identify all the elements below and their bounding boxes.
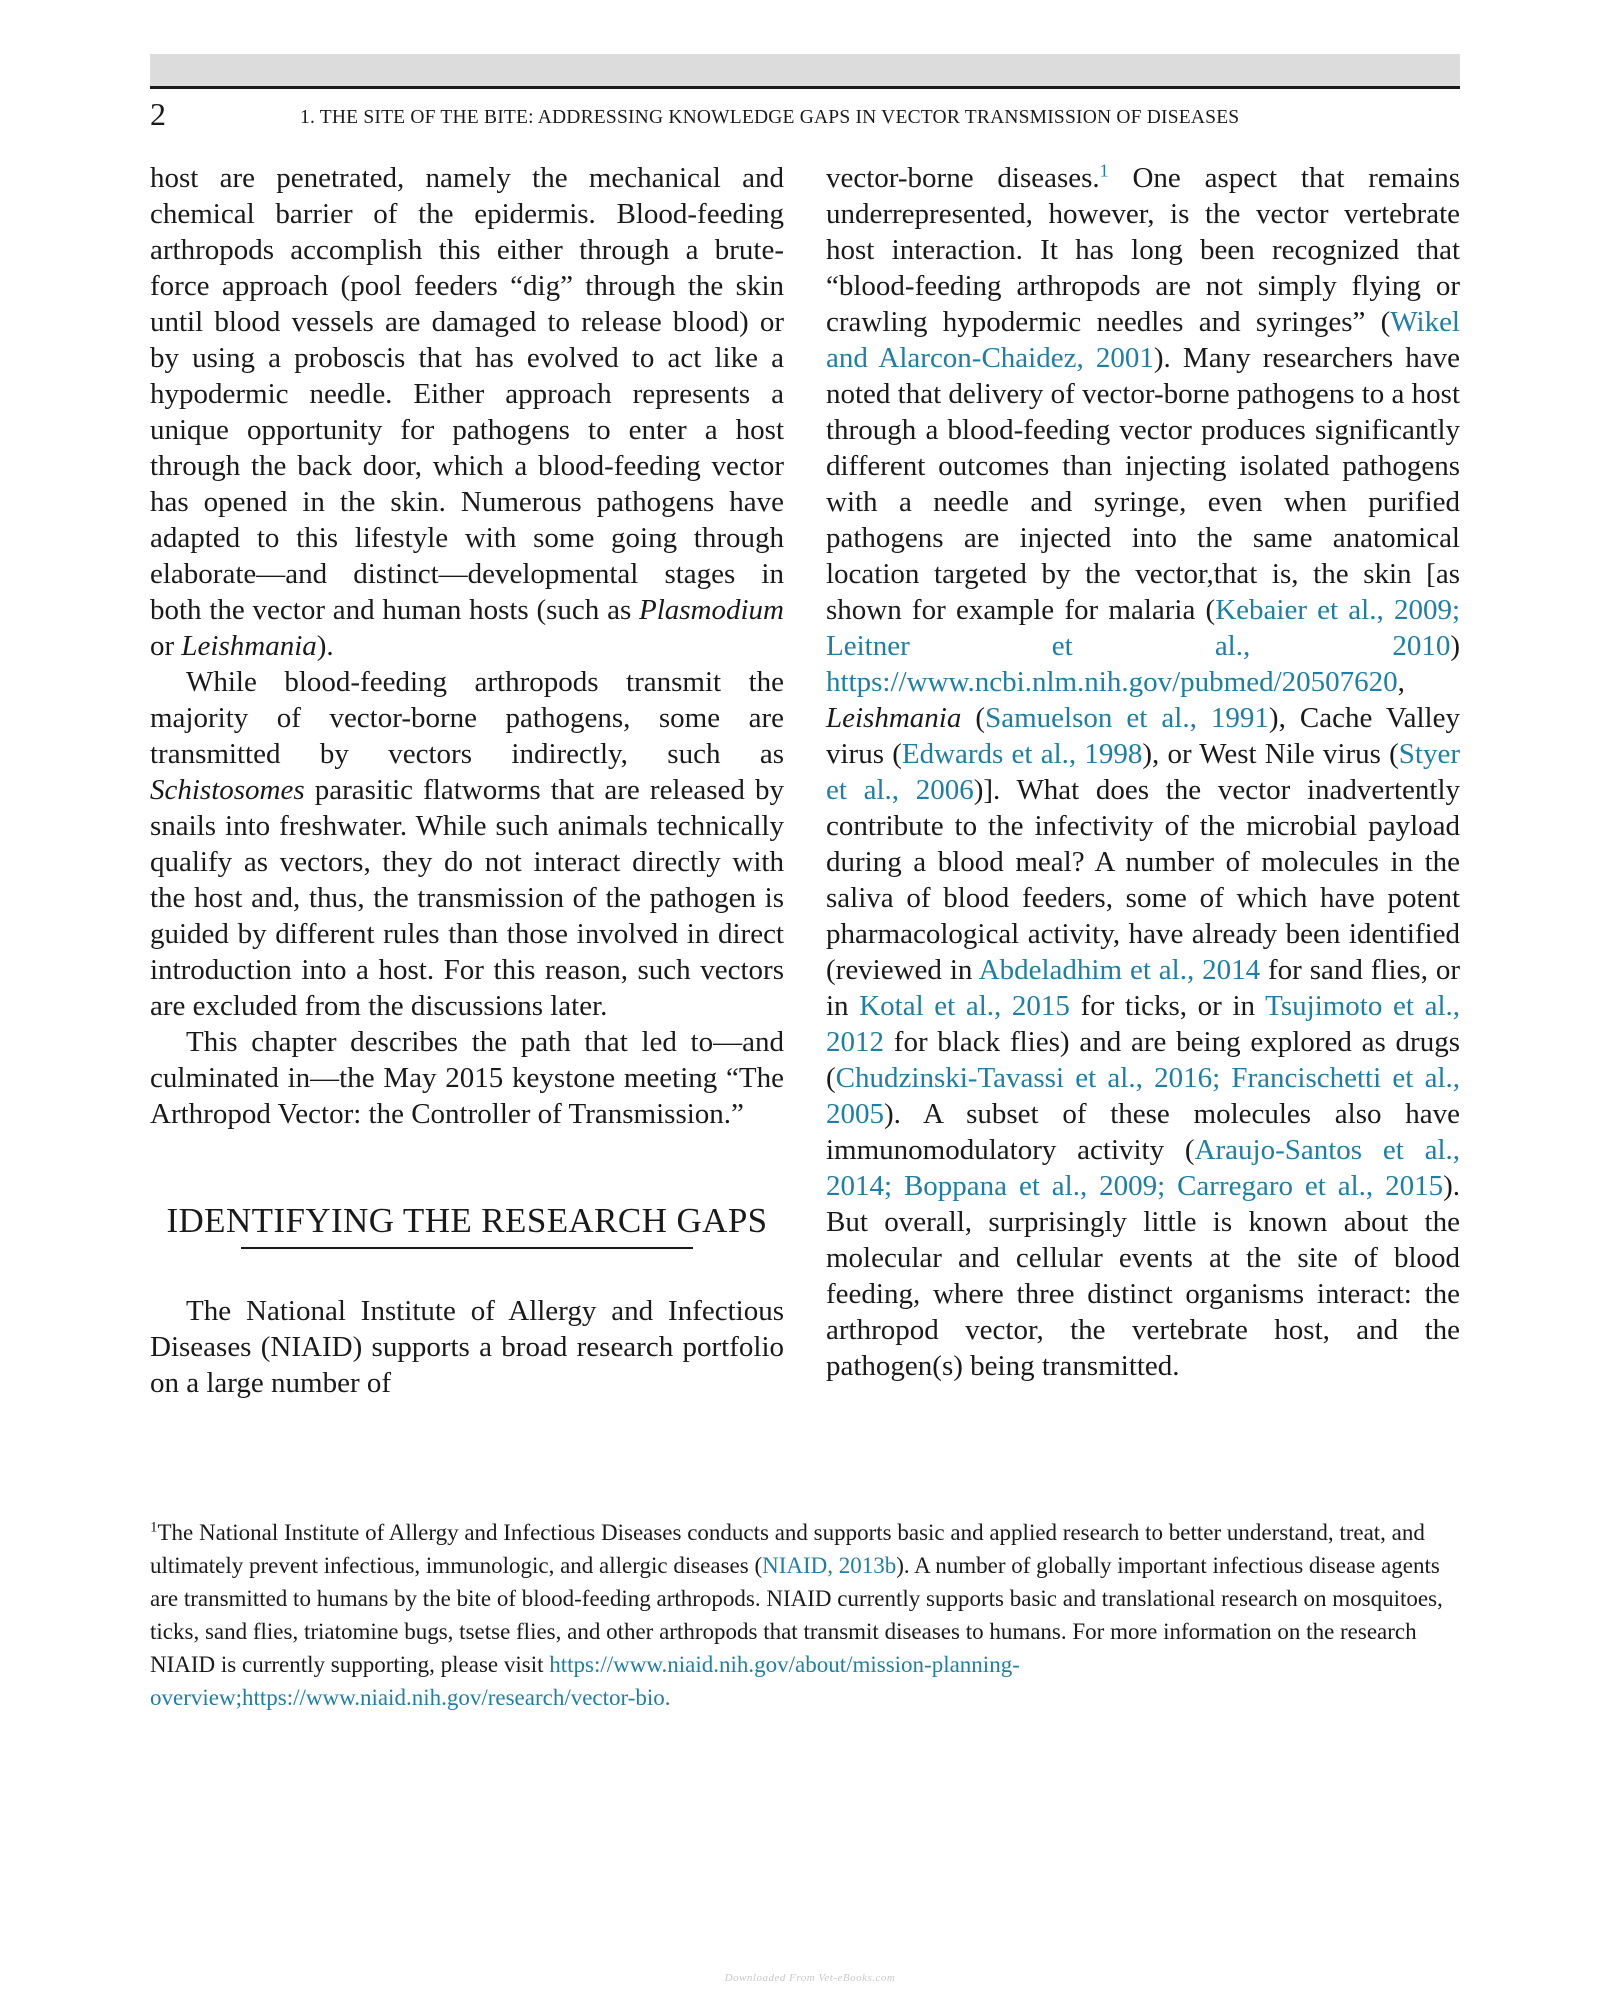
italic-term: Leishmania — [181, 630, 317, 662]
citation-link[interactable]: NIAID, 2013b — [762, 1553, 897, 1578]
citation-link[interactable]: Wikel and Alarcon-Chaidez, 2001 — [826, 306, 1460, 374]
running-head: 1. THE SITE OF THE BITE: ADDRESSING KNOWLEDGE GAPS IN VECTOR TRANSMISSION OF DISEASES — [300, 107, 1240, 128]
left-column — [150, 160, 784, 1401]
url-link[interactable]: https://www.niaid.nih.gov/about/mission-planning-overview;https://www.niaid.nih.gov/research/vector-bio. — [150, 1652, 1020, 1710]
citation-link[interactable]: Kebaier et al., 2009; Leitner et al., 2010 — [826, 594, 1460, 662]
paragraph-2: While blood-feeding arthropods transmit the majority of vector-borne pathogens, some are transmitted by vectors indirectly, such as Schistosomes parasitic flatworms that are released by snails into freshwater. While such animals technically qualify as vectors, they do not interact directly with the host and, thus, the transmission of the pathogen is guided by different rules than those involved in direct introduction into a host. For this reason, such vectors are excluded from the discussions later. — [150, 666, 784, 1022]
paragraph-5: vector-borne diseases.$^1$ One aspect that remains underrepresented, however, is the vector vertebrate host interaction. It has long been recognized that “blood-feeding arthropods are not simply flying or crawling hypodermic needles and syringes” (Wikel and Alarcon-Chaidez, 2001). Many researchers have noted that delivery of vector-borne pathogens to a host through a blood-feeding vector produces significantly different outcomes than injecting isolated pathogens with a needle and syringe, even when purified pathogens are injected into the same anatomical location targeted by the vector,that is, the skin [as shown for example for malaria (Kebaier et al., 2009; Leitner et al., 2010) https://www.ncbi.nlm.nih.gov/pubmed/20507620, Leishmania (Samuelson et al., 1991), Cache Valley virus (Edwards et al., 1998), or West Nile virus (Styer et al., 2006)]. What does the vector inadvertently contribute to the infectivity of the microbial payload during a blood meal? A number of molecules in the saliva of blood feeders, some of which have potent pharmacological activity, have already been identified (reviewed in Abdeladhim et al., 2014 for sand flies, or in Kotal et al., 2015 for ticks, or in Tsujimoto et al., 2012 for black flies) and are being explored as drugs (Chudzinski-Tavassi et al., 2016; Francischetti et al., 2005). A subset of these molecules also have immunomodulatory activity (Araujo-Santos et al., 2014; Boppana et al., 2009; Carregaro et al., 2015). But overall, surprisingly little is known about the molecular and cellular events at the site of blood feeding, where three distinct organisms interact: the arthropod vector, the vertebrate host, and the pathogen(s) being transmitted. — [826, 160, 1461, 1382]
citation-link[interactable]: Abdeladhim et al., 2014 — [978, 954, 1261, 986]
url-link[interactable]: https://www.ncbi.nlm.nih.gov/pubmed/20507620 — [826, 666, 1398, 698]
header-band — [150, 54, 1460, 86]
italic-term: Plasmodium — [639, 594, 784, 626]
footnote: $^1$The National Institute of Allergy and Infectious Diseases conducts and supports basic and applied research to better understand, treat, and ultimately prevent infectious, immunologic, and allergic diseases (NIAID, 2013b). A number of globally important infectious disease agents are transmitted to humans by the bite of blood-feeding arthropods. NIAID currently supports basic and translational research on mosquitoes, ticks, sand flies, triatomine bugs, tsetse flies, and other arthropods that transmit diseases to humans. For more information on the research NIAID is currently supporting, please visit https://www.niaid.nih.gov/about/mission-planning-overview;https://www.niaid.nih.gov/research/vector-bio. — [150, 1519, 1443, 1710]
section-rule — [241, 1247, 693, 1249]
citation-link[interactable]: Chudzinski-Tavassi et al., 2016; Francischetti et al., 2005 — [826, 1062, 1460, 1130]
paragraph-3: This chapter describes the path that led to—and culminated in—the May 2015 keystone meeting “The Arthropod Vector: the Controller of Transmission.” — [150, 1026, 784, 1130]
paragraph-4: The National Institute of Allergy and Infectious Diseases (NIAID) supports a broad research portfolio on a large number of — [150, 1295, 784, 1399]
citation-link[interactable]: Kotal et al., 2015 — [859, 990, 1070, 1022]
citation-link[interactable]: Edwards et al., 1998 — [901, 738, 1143, 770]
citation-link[interactable]: Araujo-Santos et al., 2014; Boppana et al., 2009; Carregaro et al., 2015 — [826, 1134, 1460, 1202]
italic-term: Schistosomes — [150, 774, 305, 806]
right-column — [826, 160, 1460, 1384]
citation-link[interactable]: Styer et al., 2006 — [826, 738, 1460, 806]
italic-term: Leishmania — [826, 702, 962, 734]
section-heading: IDENTIFYING THE RESEARCH GAPS — [166, 1201, 768, 1240]
paragraph-1: host are penetrated, namely the mechanical and chemical barrier of the epidermis. Blood-feeding arthropods accomplish this either through a brute-force approach (pool feeders “dig” through the skin until blood vessels are damaged to release blood) or by using a proboscis that has evolved to act like a hypodermic needle. Either approach represents a unique opportunity for pathogens to enter a host through the back door, which a blood-feeding vector has opened in the skin. Numerous pathogens have adapted to this lifestyle with some going through elaborate—and distinct—developmental stages in both the vector and human hosts (such as Plasmodium or Leishmania). — [150, 162, 784, 662]
footnote-marker: 1 — [150, 1519, 158, 1536]
citation-link[interactable]: Tsujimoto et al., 2012 — [826, 990, 1460, 1058]
header-rule — [150, 86, 1460, 89]
citation-link[interactable]: Samuelson et al., 1991 — [985, 702, 1269, 734]
footnote-ref[interactable]: 1 — [1099, 160, 1109, 181]
watermark: Downloaded From Vet-eBooks.com — [724, 1972, 896, 1984]
page-number: 2 — [150, 96, 166, 132]
